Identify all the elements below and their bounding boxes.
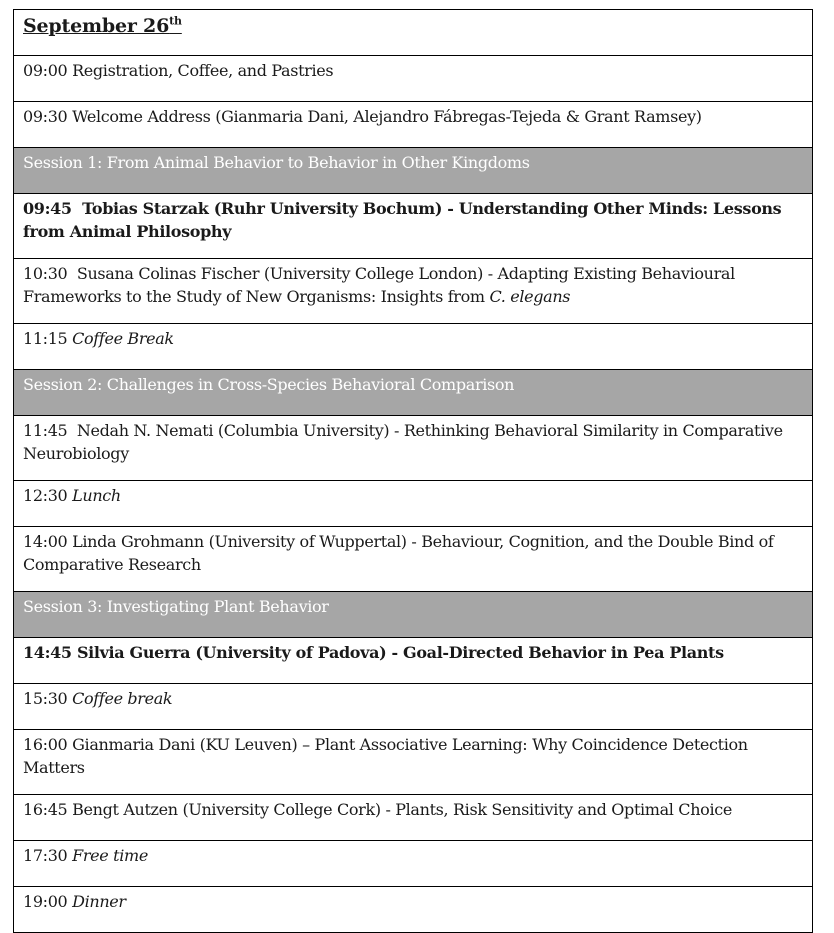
session-heading-1: Session 1: From Animal Behavior to Behavior in Other Kingdoms <box>14 148 813 194</box>
talk-0945: 09:45 Tobias Starzak (Ruhr University Bochum) - Understanding Other Minds: Lessons from Animal Philosophy <box>14 194 813 259</box>
schedule-item-registration: 09:00 Registration, Coffee, and Pastries <box>14 56 813 102</box>
talk-1400: 14:00 Linda Grohmann (University of Wuppertal) - Behaviour, Cognition, and the Double Bind of Comparative Research <box>14 527 813 592</box>
table-row <box>14 887 813 933</box>
table-row <box>14 56 813 102</box>
table-row <box>14 841 813 887</box>
schedule-table <box>13 9 813 933</box>
schedule-item-welcome: 09:30 Welcome Address (Gianmaria Dani, Alejandro Fábregas-Tejeda & Grant Ramsey) <box>14 102 813 148</box>
table-row <box>14 684 813 730</box>
talk-1030: 10:30 Susana Colinas Fischer (University College London) - Adapting Existing Behavioural Frameworks to the Study of New Organisms: Insights from C. elegans <box>14 259 813 324</box>
table-row <box>14 10 813 56</box>
talk-1600: 16:00 Gianmaria Dani (KU Leuven) – Plant Associative Learning: Why Coincidence Detection Matters <box>14 730 813 795</box>
session-heading-2: Session 2: Challenges in Cross-Species Behavioral Comparison <box>14 370 813 416</box>
table-row <box>14 194 813 259</box>
table-row <box>14 416 813 481</box>
table-row <box>14 259 813 324</box>
talk-1445: 14:45 Silvia Guerra (University of Padova) - Goal-Directed Behavior in Pea Plants <box>14 638 813 684</box>
page-title: September 26th <box>23 14 182 37</box>
lunch-1230: 12:30 Lunch <box>14 481 813 527</box>
table-row <box>14 102 813 148</box>
break-1115: 11:15 Coffee Break <box>14 324 813 370</box>
break-1530: 15:30 Coffee break <box>14 684 813 730</box>
session-heading-3: Session 3: Investigating Plant Behavior <box>14 592 813 638</box>
table-row <box>14 148 813 194</box>
table-row <box>14 638 813 684</box>
table-row <box>14 592 813 638</box>
talk-1145: 11:45 Nedah N. Nemati (Columbia University) - Rethinking Behavioral Similarity in Comparative Neurobiology <box>14 416 813 481</box>
dinner-1900: 19:00 Dinner <box>14 887 813 933</box>
day-heading-cell <box>14 10 813 56</box>
free-time-1730: 17:30 Free time <box>14 841 813 887</box>
table-row <box>14 324 813 370</box>
table-row <box>14 730 813 795</box>
table-row <box>14 481 813 527</box>
table-row <box>14 370 813 416</box>
table-row <box>14 795 813 841</box>
table-row <box>14 527 813 592</box>
talk-1645: 16:45 Bengt Autzen (University College Cork) - Plants, Risk Sensitivity and Optimal Choice <box>14 795 813 841</box>
